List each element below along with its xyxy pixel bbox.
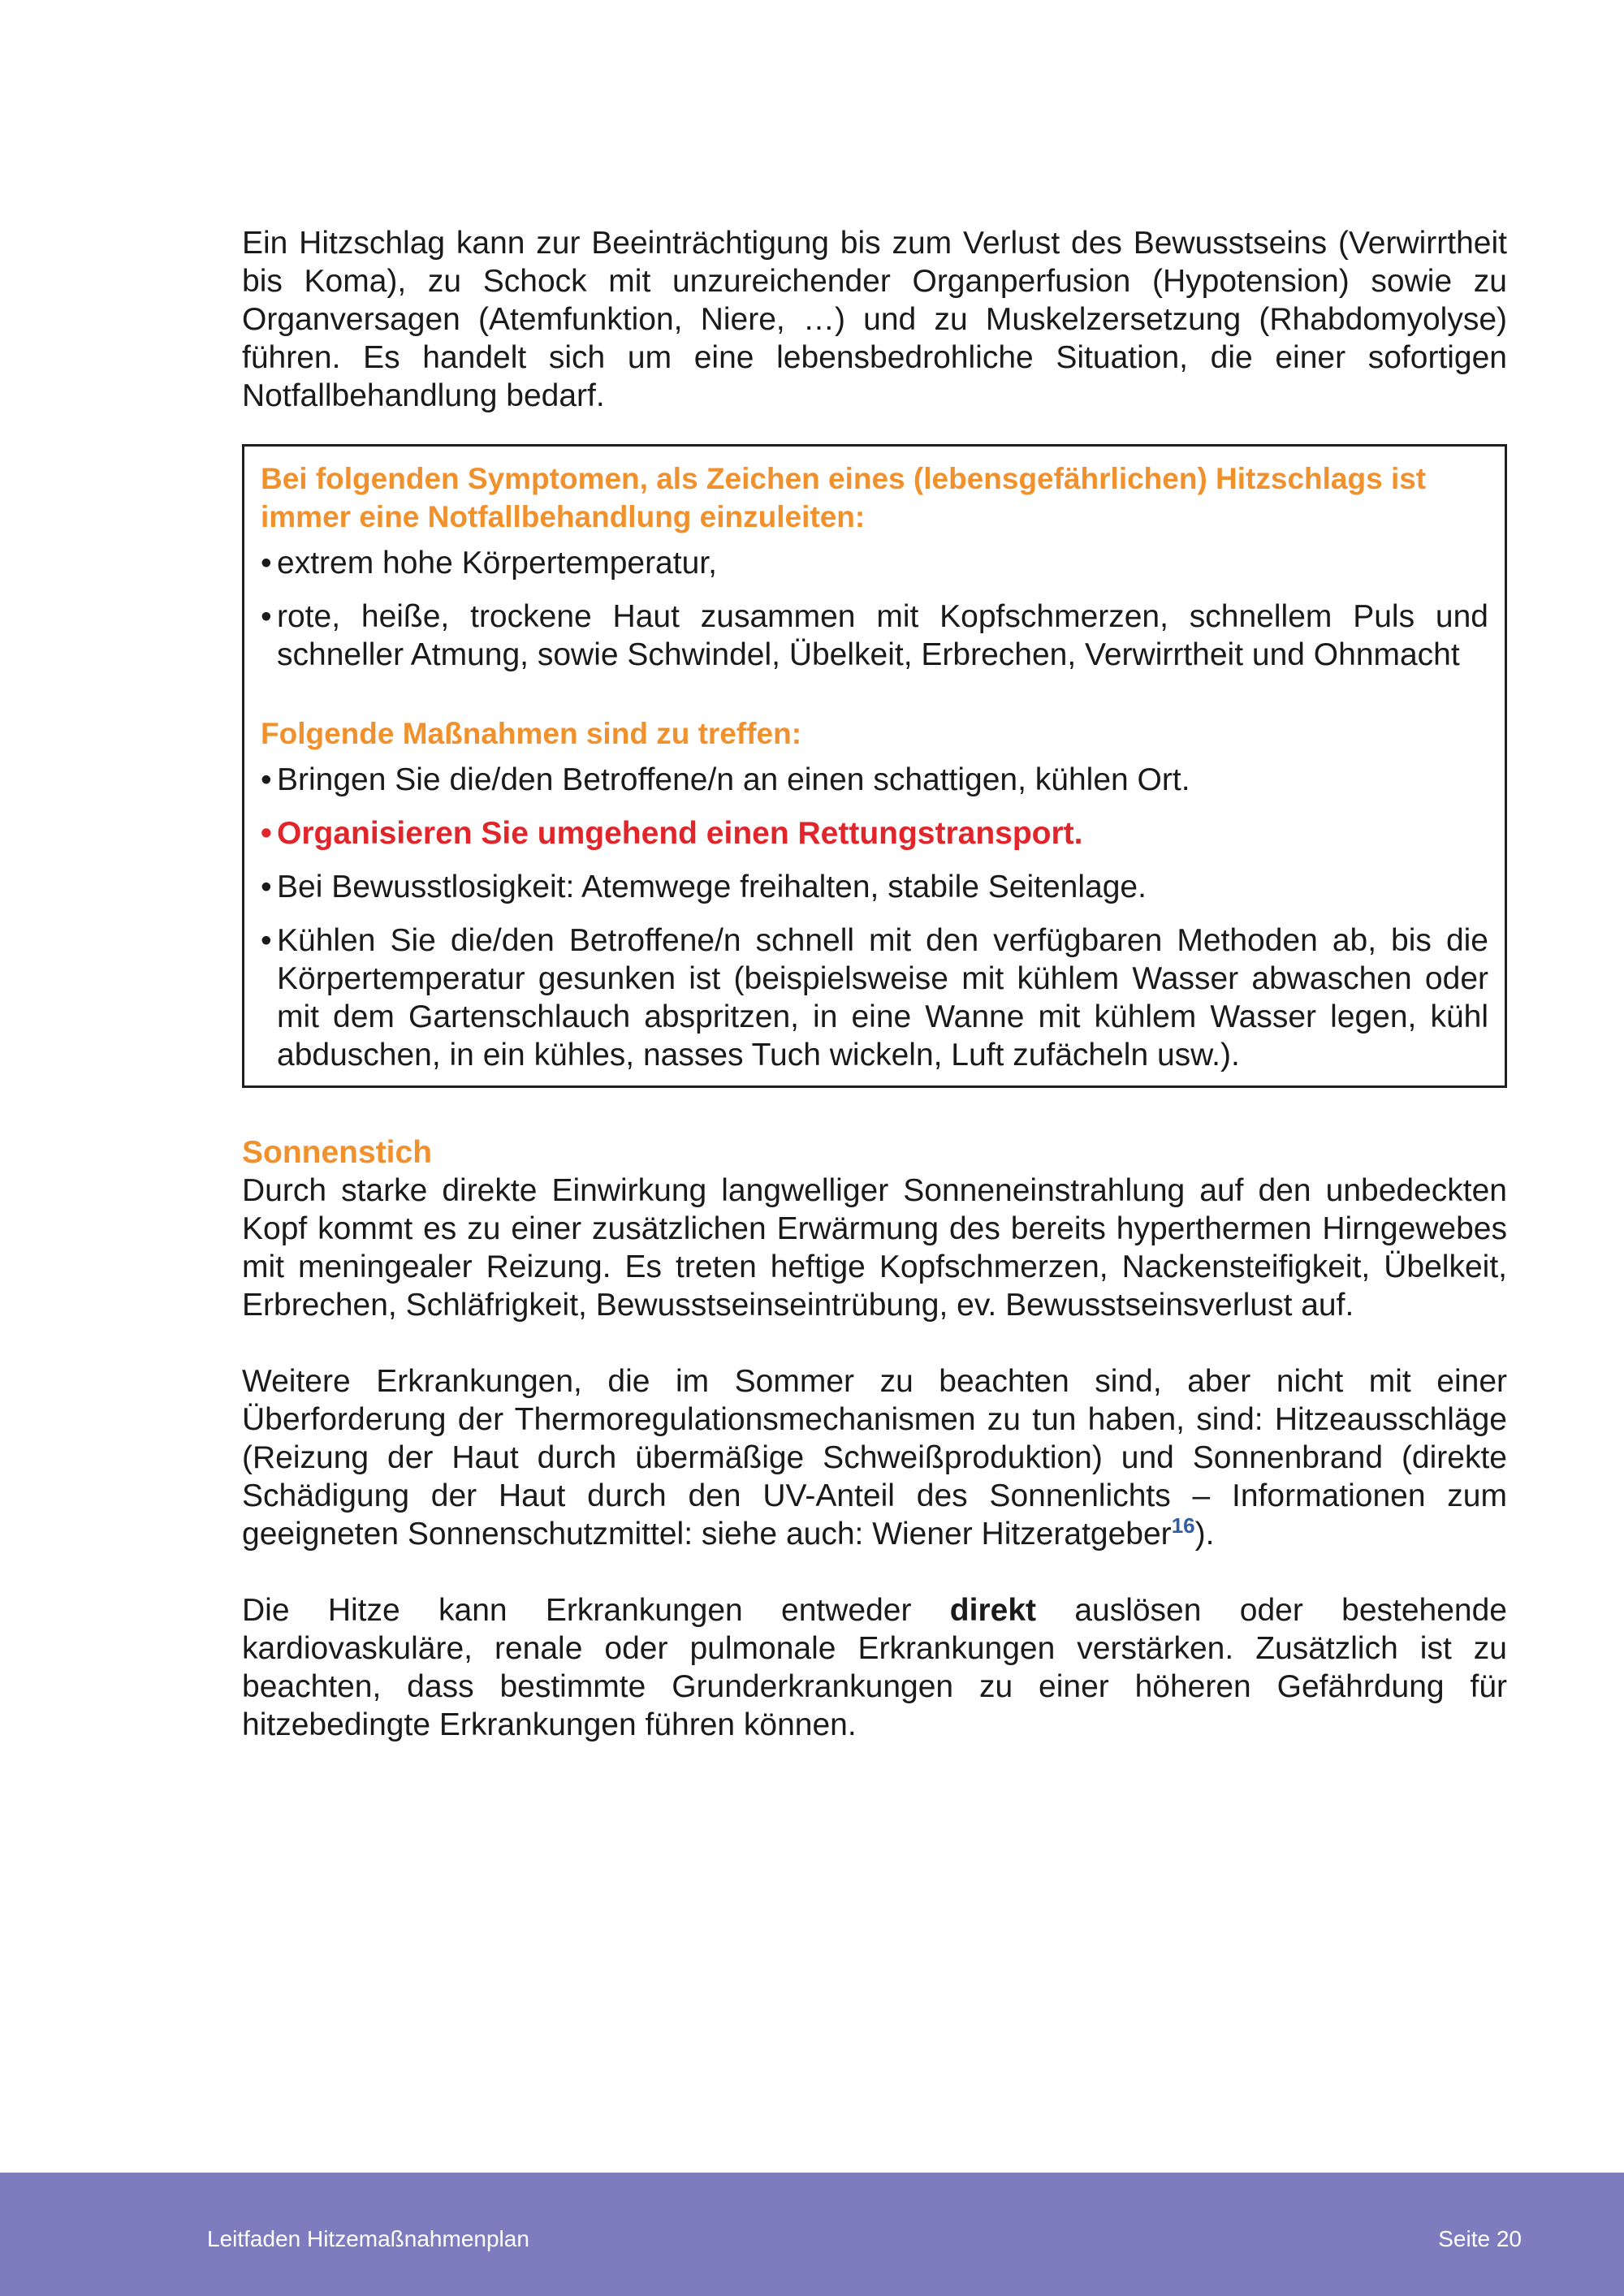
symptom-item bbox=[261, 598, 1488, 674]
page-number: Seite 20 bbox=[1438, 2226, 1522, 2251]
hitze-paragraph bbox=[242, 1591, 1507, 1744]
bullet-icon: • bbox=[261, 762, 272, 797]
hitze-text-end: auslösen oder bestehende kardiovaskuläre, renale oder pulmonale Erkrankungen verstärken. Zusätzlich ist zu beachten, dass bestimmte Grunderkrankungen zu einer höheren Gefährdung für hitzebedingte Erkrankungen führen können. bbox=[242, 1593, 1507, 1742]
measure-text: Bei Bewusstlosigkeit: Atemwege freihalten, stabile Seitenlage. bbox=[277, 870, 1147, 904]
measures-heading: Folgende Maßnahmen sind zu treffen: bbox=[261, 717, 802, 750]
footer-title: Leitfaden Hitzemaßnahmenplan bbox=[207, 2226, 529, 2251]
page-footer bbox=[0, 2173, 1624, 2296]
measure-item bbox=[261, 868, 1488, 906]
symptom-text: extrem hohe Körpertemperatur, bbox=[277, 546, 717, 580]
weitere-text: Weitere Erkrankungen, die im Sommer zu beachten sind, aber nicht mit einer Überforderung der Thermoregulationsmechanismen zu tun haben, sind: Hitzeausschläge (Reizung der Haut durch übermäßige Schweißproduktion) und Sonnenbrand (direkte Schädigung der Haut durch den UV-Anteil des Sonnenlichts – Informationen zum geeigneten Sonnenschutzmittel: siehe auch: Wiener Hitzeratgeber bbox=[242, 1364, 1507, 1552]
bullet-icon: • bbox=[261, 923, 272, 958]
measure-item bbox=[261, 761, 1488, 799]
bullet-icon: • bbox=[261, 599, 272, 634]
measure-item bbox=[261, 921, 1488, 1074]
footnote-link[interactable]: 16 bbox=[1171, 1513, 1195, 1538]
measure-text: Bringen Sie die/den Betroffene/n an einen schattigen, kühlen Ort. bbox=[277, 762, 1190, 797]
measure-text: Organisieren Sie umgehend einen Rettungstransport. bbox=[277, 816, 1083, 851]
weitere-paragraph bbox=[242, 1362, 1507, 1553]
bullet-icon: • bbox=[261, 870, 272, 904]
measure-text: Kühlen Sie die/den Betroffene/n schnell mit den verfügbaren Methoden ab, bis die Körpertemperatur gesunken ist (beispielsweise mit kühlem Wasser abwaschen oder mit dem Gartenschlauch abspritzen, in eine Wanne mit kühlem Wasser legen, kühl abduschen, in ein kühles, nasses Tuch wickeln, Luft zufächeln usw.). bbox=[277, 923, 1488, 1072]
weitere-text-end: ). bbox=[1194, 1517, 1215, 1552]
main-content bbox=[242, 224, 1507, 1744]
intro-paragraph: Ein Hitzschlag kann zur Beeinträchtigung bis zum Verlust des Bewusstseins (Verwirrtheit bis Koma), zu Schock mit unzureichender Organperfusion (Hypotension) sowie zu Organversagen (Atemfunktion, Niere, …) und zu Muskelzersetzung (Rhabdomyolyse) führen. Es handelt sich um eine lebensbedrohliche Situation, die einer sofortigen Notfallbehandlung bedarf. bbox=[242, 226, 1507, 413]
bullet-icon: • bbox=[261, 816, 272, 851]
sonnenstich-paragraph: Durch starke direkte Einwirkung langwelliger Sonneneinstrahlung auf den unbedeckten Kopf kommt es zu einer zusätzlichen Erwärmung des bereits hyperthermen Hirngewebes mit meningealer Reizung. Es treten heftige Kopfschmerzen, Nackensteifigkeit, Übelkeit, Erbrechen, Schläfrigkeit, Bewusstseinseintrübung, ev. Bewusstseinsverlust auf. bbox=[242, 1173, 1507, 1323]
symptom-text: rote, heiße, trockene Haut zusammen mit Kopfschmerzen, schnellem Puls und schneller Atmung, sowie Schwindel, Übelkeit, Erbrechen, Verwirrtheit und Ohnmacht bbox=[277, 599, 1488, 672]
symptom-item bbox=[261, 544, 1488, 582]
hitze-bold-word: direkt bbox=[949, 1593, 1036, 1628]
heatstroke-emergency-box bbox=[242, 444, 1507, 1088]
hitze-text: Die Hitze kann Erkrankungen entweder bbox=[242, 1593, 950, 1628]
bullet-icon: • bbox=[261, 546, 272, 580]
symptoms-heading: Bei folgenden Symptomen, als Zeichen eines (lebensgefährlichen) Hitzschlags ist immer eine Notfallbehandlung einzuleiten: bbox=[261, 462, 1427, 533]
sonnenstich-heading: Sonnenstich bbox=[242, 1135, 433, 1170]
measure-item-urgent bbox=[261, 814, 1488, 852]
